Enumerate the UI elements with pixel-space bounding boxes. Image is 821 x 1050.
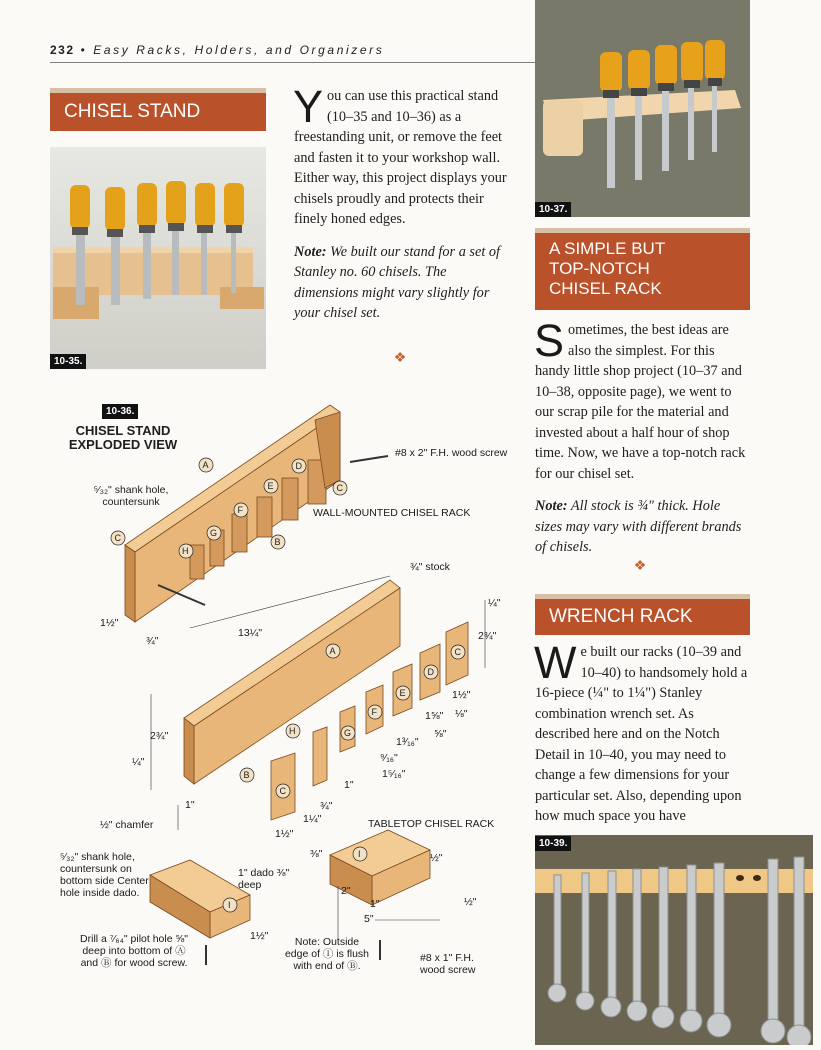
callout-stock: ¾" stock [410, 561, 450, 573]
svg-text:E: E [399, 688, 406, 698]
svg-text:H: H [289, 726, 296, 736]
svg-text:A: A [329, 646, 336, 656]
chisel-rack-note-text: All stock is ¾" thick. Hole sizes may vary with different brands of chisels. [535, 498, 742, 555]
dim-1-1-2-left: 1½" [100, 617, 119, 629]
dim-1-left: 1" [185, 799, 195, 811]
svg-text:D: D [295, 461, 302, 471]
wrench-rack-body: e built our racks (10–39 and 10–40) to handsomely hold a 16-piece (¼" to 1¼") Stanley combination wrench set. As described here and on the Notch Detail in 10–40, you may need to change a few dimensions for your particular set. Also, depending upon how much space you have [535, 644, 748, 824]
svg-text:H: H [182, 546, 189, 556]
dim-5: 5" [364, 913, 374, 925]
dim-9-16: ⁹⁄₁₆" [380, 752, 398, 764]
exploded-title-line2: EXPLODED VIEW [68, 437, 178, 452]
svg-text:E: E [267, 481, 274, 491]
callout-dado: 1" dado ⅜" deep [238, 867, 290, 891]
dim-2-3-4-left: 2¾" [150, 730, 169, 742]
svg-text:C: C [279, 786, 286, 796]
callout-chamfer: ½" chamfer [100, 819, 154, 831]
svg-text:C: C [114, 533, 121, 543]
dim-1-5-16: 1⁵⁄₁₆" [382, 768, 406, 780]
dim-1-2-right: ½" [464, 896, 477, 908]
chisel-rack-note-label: Note: [535, 498, 568, 514]
dim-2: 2" [341, 885, 351, 897]
figure-label-10-36: 10-36. [102, 404, 138, 419]
wrench-rack-heading-text: WRENCH RACK [549, 606, 693, 627]
dropcap-y: Y [293, 81, 324, 132]
photo-wrench-rack [535, 835, 813, 1045]
dim-13-1-4: 13¼" [238, 627, 263, 639]
running-head-separator: • [80, 43, 88, 57]
photo-label-10-39: 10-39. [535, 836, 571, 851]
chisel-rack-heading-line1: A SIMPLE BUT [549, 239, 666, 258]
exploded-title-line1: CHISEL STAND [75, 423, 171, 438]
section-bullet-2: ❖ [633, 559, 647, 574]
dim-3-4-mid: ¾" [320, 800, 333, 812]
dim-1-1-2-bottom: 1½" [275, 828, 294, 840]
running-head-rule [50, 62, 535, 63]
dim-1-4-right: ¼" [488, 597, 501, 609]
photo-label-10-35: 10-35. [50, 354, 86, 369]
chisel-rack-body: ometimes, the best ideas are also the simplest. For this handy little shop project (10–37 and 10–38, opposite page), we went to our scrap pile for the material and invested about a half hour of shop time. Now, we have a top-notch rack for our chisel set. [535, 322, 746, 482]
callout-shank-hole-bottom: ⁵⁄₃₂" shank hole, countersunk on bottom side Center hole inside dado. [60, 851, 149, 899]
dim-1-8: ⅛" [455, 708, 468, 720]
svg-text:I: I [228, 900, 231, 910]
svg-text:D: D [427, 667, 434, 677]
dim-1-5-8: 1⅝" [425, 710, 444, 722]
dim-1-mid: 1" [344, 779, 354, 791]
note-text: We built our stand for a set of Stanley no. 60 chisels. The dimensions might vary slightly for your chisel set. [294, 243, 500, 321]
dim-1-3-16: 1³⁄₁₆" [396, 736, 419, 748]
chisel-rack-heading-line3: CHISEL RACK [549, 279, 662, 298]
photo-chisel-rack [535, 0, 750, 217]
page-number: 232 [50, 43, 75, 57]
svg-text:F: F [237, 505, 243, 515]
dim-2-3-4-right: 2¾" [478, 630, 497, 642]
section-bullet: ❖ [393, 351, 407, 366]
callout-note-outside: Note: Outside edge of Ⓘ is flush with end of Ⓑ. [284, 936, 370, 972]
chisel-stand-heading-text: CHISEL STAND [64, 101, 201, 122]
wrench-rack-heading [535, 594, 750, 635]
callout-pilot-hole: Drill a ⁷⁄₆₄" pilot hole ⅝" deep into bottom of Ⓐ and Ⓑ for wood screw. [80, 933, 188, 969]
wrench-rack-text [534, 637, 750, 827]
svg-text:I: I [358, 849, 361, 859]
chisel-stand-intro-text: ou can use this practical stand (10–35 and 10–36) as a freestanding unit, or remove the feet and fasten it to your workshop wall. Either way, this project displays your chisels proudly and protects their finely honed edges. [294, 88, 507, 227]
dim-5-8: ⅝" [434, 728, 447, 740]
note-label: Note: [294, 243, 327, 260]
photo-chisel-stand [50, 147, 266, 369]
svg-text:A: A [202, 460, 209, 470]
chisel-rack-heading-line2: TOP-NOTCH [549, 259, 650, 278]
label-tabletop-rack: TABLETOP CHISEL RACK [368, 818, 495, 830]
svg-text:F: F [371, 707, 377, 717]
dim-1-1-4: 1¼" [303, 813, 322, 825]
callout-shank-hole-top: ⁵⁄₃₂" shank hole, countersunk [93, 484, 169, 508]
chisel-rack-note [535, 496, 750, 558]
chisel-stand-note [294, 242, 510, 324]
chisel-stand-heading [50, 88, 266, 131]
svg-text:C: C [454, 647, 461, 657]
svg-text:B: B [274, 537, 281, 547]
dim-3-4-left: ¾" [146, 635, 159, 647]
callout-screw-bottom: #8 x 1" F.H. wood screw [420, 952, 476, 976]
dim-1-4-left: ¼" [132, 756, 145, 768]
dim-1-tabletop: 1" [370, 898, 380, 910]
callout-screw-top: #8 x 2" F.H. wood screw [395, 447, 508, 459]
dim-1-2-top: ½" [430, 852, 443, 864]
svg-text:G: G [210, 528, 218, 538]
chisel-rack-heading [535, 228, 750, 310]
running-head [50, 43, 384, 57]
dim-1-1-2-right: 1½" [452, 689, 471, 701]
svg-text:B: B [243, 770, 250, 780]
dim-1-1-2-foot: 1½" [250, 930, 269, 942]
photo-label-10-37: 10-37. [535, 202, 571, 217]
label-wall-mounted-rack: WALL-MOUNTED CHISEL RACK [313, 507, 471, 519]
chisel-stand-intro [293, 81, 510, 324]
svg-text:C: C [336, 483, 343, 493]
svg-text:G: G [344, 728, 352, 738]
chisel-rack-text [534, 315, 750, 558]
dropcap-s: S [534, 315, 565, 366]
dim-3-8: ⅜" [310, 848, 323, 860]
running-head-title: Easy Racks, Holders, and Organizers [93, 43, 385, 57]
dropcap-w: W [534, 637, 577, 688]
